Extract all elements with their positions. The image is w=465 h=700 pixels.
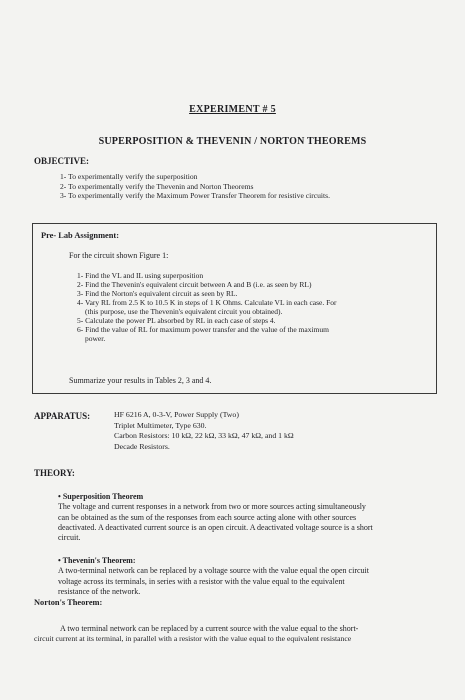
heading-text: Thevenin's Theorem: — [62, 556, 136, 565]
bullet-icon: • — [58, 492, 61, 501]
step-text: 1- Find the VL and IL using superposition — [77, 271, 204, 280]
step-continuation: power. — [85, 334, 106, 343]
apparatus-label: APPARATUS: — [34, 411, 91, 421]
step-text: 5- Calculate the power PL absorbed by RL in each case of steps 4. — [77, 316, 276, 325]
prelab-step — [77, 298, 423, 316]
objective-label: OBJECTIVE: — [34, 156, 90, 166]
objective-item: 1- To experimentally verify the superposition — [60, 172, 198, 181]
paragraph-line: can be obtained as the sum of the responses from each source acting alone with other sources — [58, 512, 357, 522]
main-title: SUPERPOSITION & THEVENIN / NORTON THEOREMS — [98, 136, 367, 147]
heading-text: Superposition Theorem — [62, 492, 144, 501]
apparatus-item: Decade Resistors. — [114, 441, 170, 451]
thevenin-heading — [58, 556, 442, 566]
objective-item: 2- To experimentally verify the Thevenin and Norton Theorems — [60, 181, 254, 191]
objective-item: 3- To experimentally verify the Maximum Power Transfer Theorem for resistive circuits. — [60, 191, 330, 200]
prelab-title: Pre- Lab Assignment: — [41, 231, 120, 240]
prelab-step — [77, 316, 423, 325]
apparatus-item: HF 6216 A, 0-3-V, Power Supply (Two) — [114, 410, 239, 419]
theory-label: THEORY: — [34, 468, 75, 478]
prelab-box — [32, 223, 437, 394]
objective-list — [60, 172, 330, 201]
norton-section — [34, 624, 444, 645]
step-text: 3- Find the Norton's equivalent circuit as seen by RL. — [77, 289, 238, 298]
prelab-step — [77, 289, 423, 298]
paragraph-line: circuit. — [58, 533, 81, 543]
paragraph-line: voltage across its terminals, in series with a resistor with the value equal to the equivalent — [58, 576, 345, 586]
apparatus-list — [114, 410, 294, 452]
bullet-icon: • — [58, 556, 61, 565]
prelab-step — [77, 271, 423, 280]
paragraph-line: resistance of the network. — [58, 586, 141, 596]
step-continuation: (this purpose, use the Thevenin's equivalent circuit you obtained). — [85, 307, 283, 316]
prelab-step — [77, 280, 423, 289]
thevenin-section — [58, 556, 442, 597]
prelab-steps — [77, 271, 423, 343]
prelab-step — [77, 325, 423, 343]
superposition-heading — [58, 492, 442, 502]
apparatus-item: Carbon Resistors: 10 kΩ, 22 kΩ, 33 kΩ, 47 kΩ, and 1 kΩ — [114, 431, 294, 440]
step-text: 2- Find the Thevenin's equivalent circuit between A and B (i.e. as seen by RL) — [77, 280, 312, 289]
experiment-title: EXPERIMENT # 5 — [189, 104, 276, 115]
paragraph-line: circuit current at its terminal, in parallel with a resistor with the value equal to the equivalent resistance — [34, 634, 352, 644]
step-text: 6- Find the value of RL for maximum power transfer and the value of the maximum — [77, 325, 329, 334]
paragraph-line: A two-terminal network can be replaced by a voltage source with the value equal the open circuit — [58, 566, 369, 576]
norton-heading: Norton's Theorem: — [34, 598, 103, 607]
step-text: 4- Vary RL from 2.5 K to 10.5 K in steps of 1 K Ohms. Calculate VL in each case. For — [77, 298, 337, 307]
paragraph-line: A two terminal network can be replaced by a current source with the value equal to the short- — [60, 624, 359, 633]
prelab-summary: Summarize your results in Tables 2, 3 and 4. — [69, 376, 212, 385]
apparatus-item: Triplet Multimeter, Type 630. — [114, 420, 207, 430]
superposition-section — [58, 492, 442, 543]
paragraph-line: The voltage and current responses in a network from two or more sources acting simultaneously — [58, 502, 366, 512]
prelab-intro: For the circuit shown Figure 1: — [69, 251, 169, 260]
paragraph-line: deactivated. A deactivated current source is an open circuit. A deactivated voltage source is a short — [58, 522, 373, 532]
